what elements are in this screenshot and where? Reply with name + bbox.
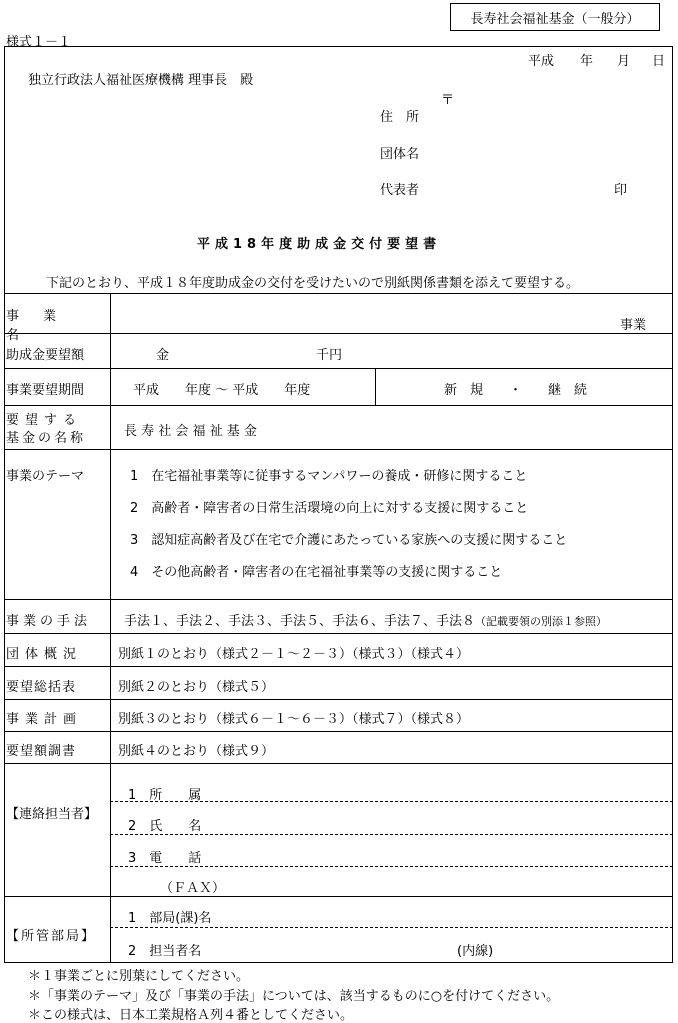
row-divider	[4, 368, 673, 369]
seal-mark: 印	[614, 183, 628, 198]
contact-name[interactable]: 2 氏 名	[128, 819, 202, 834]
method-label: 事業の手法	[6, 614, 92, 629]
org-name-label: 団体名	[380, 147, 420, 162]
amount-label: 助成金要望額	[6, 348, 85, 363]
fund-category-box	[450, 3, 660, 31]
theme-item[interactable]: 3 認知症高齢者及び在宅で介護にあたっている家族への支援に関すること	[130, 533, 568, 548]
row-divider	[4, 633, 673, 634]
contact-fax[interactable]: （ＦＡＸ）	[160, 881, 226, 896]
note: ＊「事業のテーマ」及び「事業の手法」については、該当するものに○を付けてください。	[28, 989, 560, 1004]
method-list[interactable]: 手法１、手法２、手法３、手法５、手法６、手法７、手法８	[124, 614, 476, 629]
theme-item[interactable]: 1 在宅福祉事業等に従事するマンパワーの養成・研修に関すること	[130, 469, 528, 484]
new-or-continuing: 新 規 ・ 継 続	[444, 383, 588, 398]
representative-label: 代表者	[380, 183, 420, 198]
amount-unit: 千円	[316, 348, 343, 363]
address-label: 住 所	[380, 110, 420, 125]
date-day: 日	[652, 54, 666, 69]
theme-label: 事業のテーマ	[6, 469, 85, 484]
dept-person[interactable]: 2 担当者名	[128, 944, 202, 959]
dept-extension[interactable]: (内線)	[457, 944, 494, 959]
theme-item[interactable]: 2 高齢者・障害者の日常生活環境の向上に対する支援に関すること	[130, 501, 529, 516]
overview-label: 団体概況	[6, 647, 83, 662]
row-divider	[4, 699, 673, 700]
column-divider	[110, 293, 111, 962]
breakdown-value: 別紙４のとおり（様式９）	[118, 744, 275, 759]
row-divider	[4, 293, 673, 294]
addressee: 独立行政法人福祉医療機構 理事長 殿	[28, 73, 254, 88]
summary-label: 要望総括表	[6, 680, 77, 695]
breakdown-label: 要望額調書	[6, 744, 77, 759]
row-divider	[4, 449, 673, 450]
row-divider	[4, 896, 673, 897]
method-options[interactable]	[124, 610, 607, 629]
dashed-divider	[110, 927, 673, 928]
dashed-divider	[110, 834, 673, 835]
period-value: 平成 年度 ～ 平成 年度	[133, 383, 311, 398]
project-name-suffix: 事業	[620, 318, 647, 333]
dashed-divider	[110, 866, 673, 867]
intro-text: 下記のとおり、平成１８年度助成金の交付を受けたいので別紙関係書類を添えて要望する。	[46, 276, 580, 291]
note: ＊この様式は、日本工業規格Ａ列４番としてください。	[28, 1008, 354, 1023]
row-divider	[4, 666, 673, 667]
theme-item[interactable]: 4 その他高齢者・障害者の在宅福祉事業等の支援に関すること	[130, 565, 503, 580]
date-year: 年	[580, 54, 594, 69]
plan-value: 別紙３のとおり（様式６－１～６－３）（様式７）（様式８）	[118, 712, 470, 727]
row-divider	[4, 405, 673, 406]
contact-phone[interactable]: 3 電 話	[128, 851, 202, 866]
contact-label: 【連絡担当者】	[6, 807, 98, 822]
method-note: （記載要領の別添１参照）	[475, 615, 608, 628]
contact-affiliation[interactable]: 1 所 属	[128, 788, 202, 803]
column-divider	[375, 368, 376, 405]
summary-value: 別紙２のとおり（様式５）	[118, 680, 275, 695]
fund-label-line2: 基金の名称	[6, 431, 87, 446]
period-label: 事業要望期間	[6, 383, 85, 398]
amount-prefix: 金	[156, 348, 170, 363]
project-name-label: 事業名	[6, 309, 81, 343]
fund-label-line1: 要望する	[6, 413, 83, 428]
postal-mark: 〒	[441, 93, 455, 108]
note: ＊１事業ごとに別葉にしてください。	[28, 969, 250, 984]
row-divider	[4, 599, 673, 600]
fund-category: 長寿社会福祉基金（一般分）	[470, 11, 640, 27]
dept-name[interactable]: 1 部局(課)名	[128, 911, 212, 926]
date-era: 平成	[528, 54, 555, 69]
row-divider	[4, 731, 673, 732]
date-month: 月	[617, 54, 631, 69]
fund-name: 長 寿 社 会 福 祉 基 金	[124, 424, 257, 439]
document-title: 平成18年度助成金交付要望書	[197, 237, 442, 252]
row-divider	[4, 763, 673, 764]
form-number: 様式１－１	[6, 35, 72, 50]
overview-value: 別紙１のとおり（様式２－１～２－３）（様式３）（様式４）	[118, 647, 470, 662]
dept-label: 【所管部局】	[6, 929, 97, 944]
plan-label: 事業計画	[6, 712, 83, 727]
